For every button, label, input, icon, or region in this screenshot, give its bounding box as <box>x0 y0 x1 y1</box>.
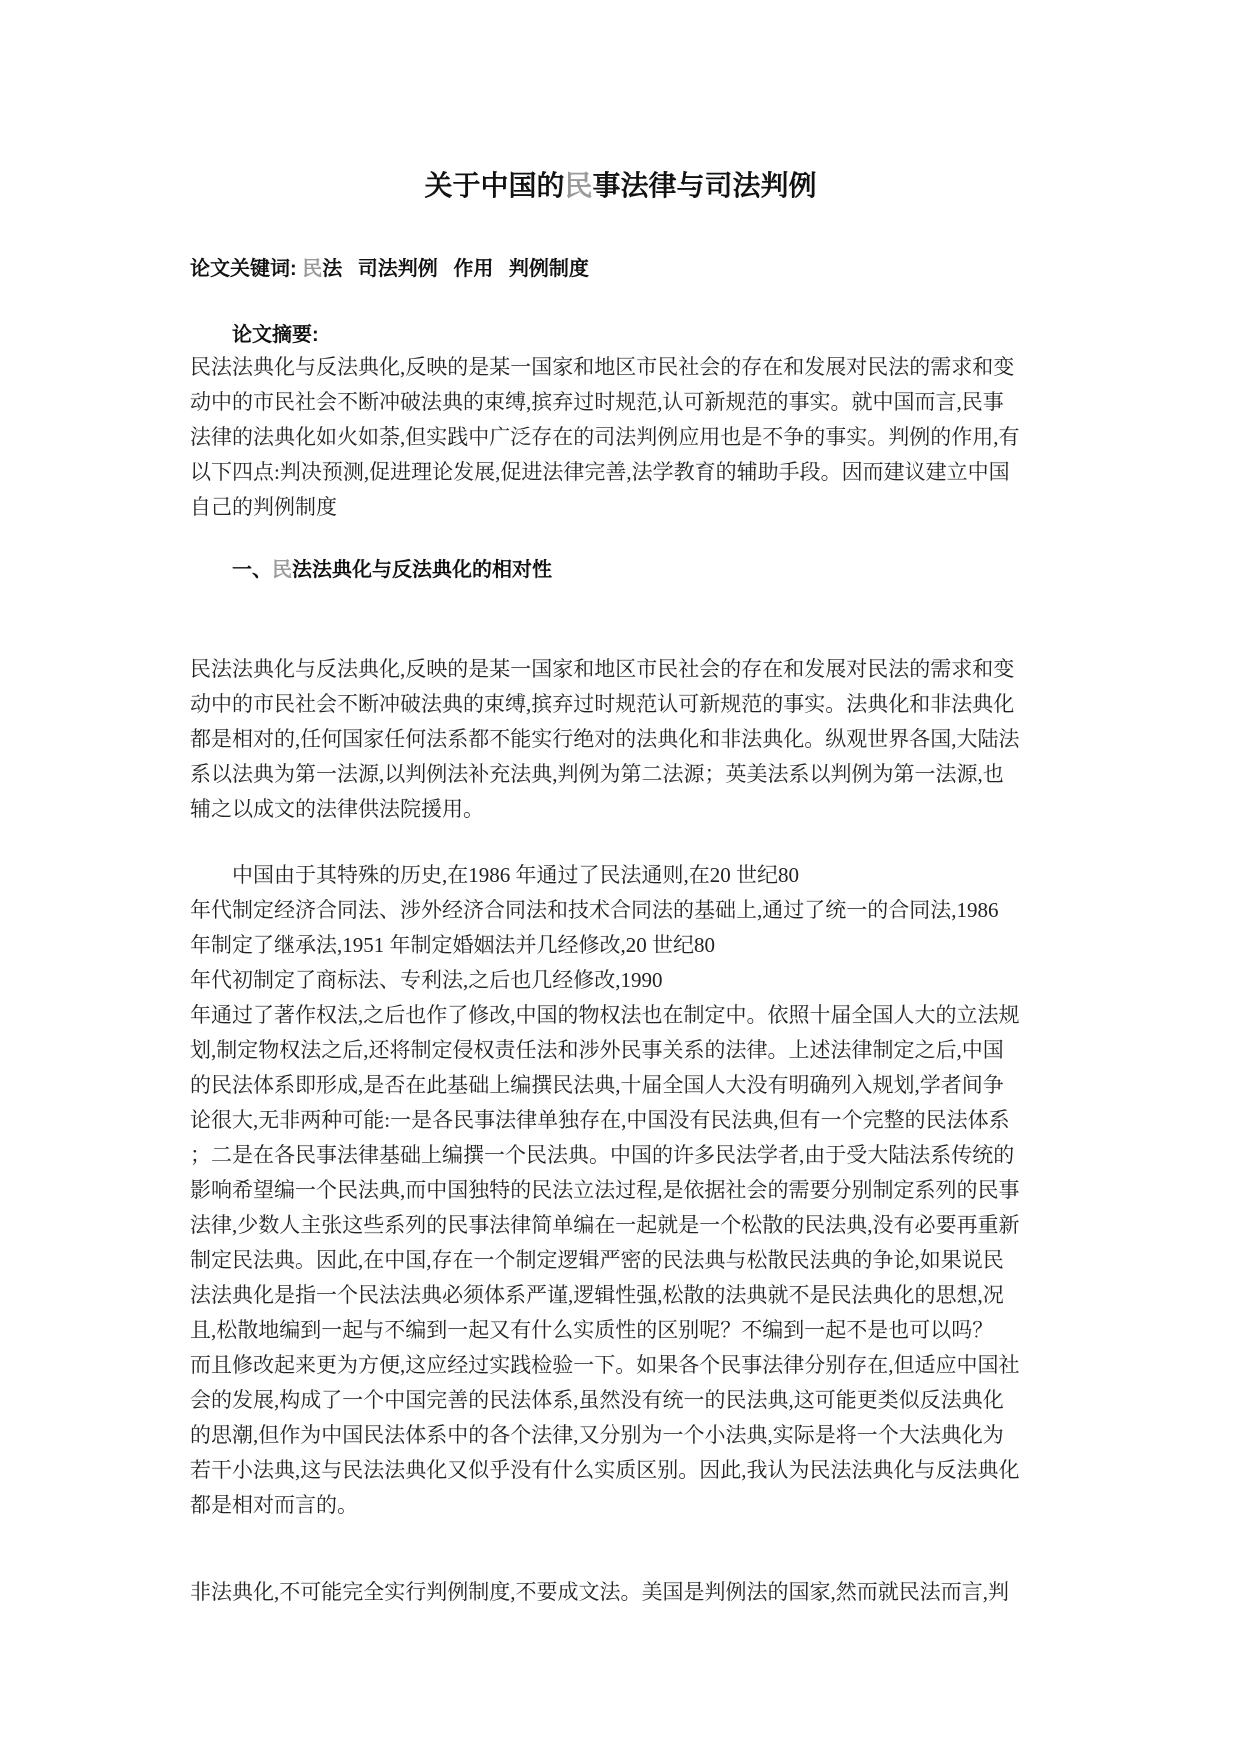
text-line: 若干小法典,这与民法法典化又似乎没有什么实质区别。因此,我认为民法法典化与反法典化 <box>190 1458 1020 1482</box>
text-line: 划,制定物权法之后,还将制定侵权责任法和涉外民事关系的法律。上述法律制定之后,中国 <box>190 1038 1004 1062</box>
heading-number: 一、 <box>232 559 272 581</box>
text-line: 系以法典为第一法源,以判例法补充法典,判例为第二法源；英美法系以判例为第一法源,也 <box>190 762 1004 786</box>
heading-text: 法法典化与反法典化的相对性 <box>292 559 552 581</box>
abstract-label: 论文摘要: <box>232 324 319 346</box>
text-line: 辅之以成文的法律供法院援用。 <box>190 797 484 821</box>
section-heading <box>232 553 552 582</box>
text-line: 非法典化,不可能完全实行判例制度,不要成文法。美国是判例法的国家,然而就民法而言,判 <box>190 1580 1009 1604</box>
text-line: 都是相对而言的。 <box>190 1493 358 1517</box>
document-title <box>0 164 1241 204</box>
text-line: 年代初制定了商标法、专利法,之后也几经修改,1990 <box>190 968 663 992</box>
text-line: 都是相对的,任何国家任何法系都不能实行绝对的法典化和非法典化。纵观世界各国,大陆法 <box>190 727 1020 751</box>
text-line: 年通过了著作权法,之后也作了修改,中国的物权法也在制定中。依照十届全国人大的立法规 <box>190 1003 1020 1027</box>
text-line: 论很大,无非两种可能:一是各民事法律单独存在,中国没有民法典,但有一个完整的民法体系 <box>190 1108 1010 1132</box>
abstract-body <box>190 350 1070 525</box>
text-line: 中国由于其特殊的历史,在1986 年通过了民法通则,在20 世纪80 <box>232 863 799 887</box>
heading-highlight-char: 民 <box>272 559 292 581</box>
text-line: 且,松散地编到一起与不编到一起又有什么实质性的区别呢？不编到一起不是也可以吗？ <box>190 1318 994 1342</box>
text-line: 动中的市民社会不断冲破法典的束缚,摈弃过时规范,认可新规范的事实。就中国而言,民事 <box>190 390 1004 414</box>
text-line: 的民法体系即形成,是否在此基础上编撰民法典,十届全国人大没有明确列入规划,学者间争 <box>190 1073 1004 1097</box>
keyword-text: 法 <box>322 258 343 280</box>
text-line: 法律,少数人主张这些系列的民事法律简单编在一起就是一个松散的民法典,没有必要再重新 <box>190 1213 1020 1237</box>
paragraph-2 <box>190 858 1070 1523</box>
title-highlight-char: 民 <box>564 170 593 201</box>
text-line: 民法法典化与反法典化,反映的是某一国家和地区市民社会的存在和发展对民法的需求和变 <box>190 657 1015 681</box>
text-line: 动中的市民社会不断冲破法典的束缚,摈弃过时规范认可新规范的事实。法典化和非法典化 <box>190 692 1015 716</box>
text-line: 年制定了继承法,1951 年制定婚姻法并几经修改,20 世纪80 <box>190 933 715 957</box>
text-line: 年代制定经济合同法、涉外经济合同法和技术合同法的基础上,通过了统一的合同法,1986 <box>190 898 999 922</box>
text-line: 民法法典化与反法典化,反映的是某一国家和地区市民社会的存在和发展对民法的需求和变 <box>190 355 1015 379</box>
keyword-highlight-char: 民 <box>302 258 323 280</box>
paragraph-1 <box>190 652 1070 827</box>
text-line: 自己的判例制度 <box>190 495 337 519</box>
keyword: 判例制度 <box>508 258 589 280</box>
keywords-line <box>190 252 589 281</box>
keyword <box>302 258 342 280</box>
text-line: 法法典化是指一个民法法典必须体系严谨,逻辑性强,松散的法典就不是民法典化的思想,况 <box>190 1283 1004 1307</box>
keyword: 司法判例 <box>357 258 438 280</box>
title-text: 关于中国的 <box>424 170 565 201</box>
paragraph-3 <box>190 1575 1070 1610</box>
text-line: 法律的法典化如火如荼,但实践中广泛存在的司法判例应用也是不争的事实。判例的作用,有 <box>190 425 1020 449</box>
title-text: 事法律与司法判例 <box>592 170 817 201</box>
text-line: 影响希望编一个民法典,而中国独特的民法立法过程,是依据社会的需要分别制定系列的民事 <box>190 1178 1020 1202</box>
text-line: 制定民法典。因此,在中国,存在一个制定逻辑严密的民法典与松散民法典的争论,如果说民 <box>190 1248 1004 1272</box>
keyword: 作用 <box>453 258 494 280</box>
text-line: 以下四点:判决预测,促进理论发展,促进法律完善,法学教育的辅助手段。因而建议建立中国 <box>190 460 1010 484</box>
text-line: 而且修改起来更为方便,这应经过实践检验一下。如果各个民事法律分别存在,但适应中国社 <box>190 1353 1020 1377</box>
text-line: 会的发展,构成了一个中国完善的民法体系,虽然没有统一的民法典,这可能更类似反法典化 <box>190 1388 1004 1412</box>
text-line: ；二是在各民事法律基础上编撰一个民法典。中国的许多民法学者,由于受大陆法系传统的 <box>190 1143 1015 1167</box>
text-line: 的思潮,但作为中国民法体系中的各个法律,又分别为一个小法典,实际是将一个大法典化为 <box>190 1423 1004 1447</box>
keywords-label: 论文关键词: <box>190 258 297 280</box>
